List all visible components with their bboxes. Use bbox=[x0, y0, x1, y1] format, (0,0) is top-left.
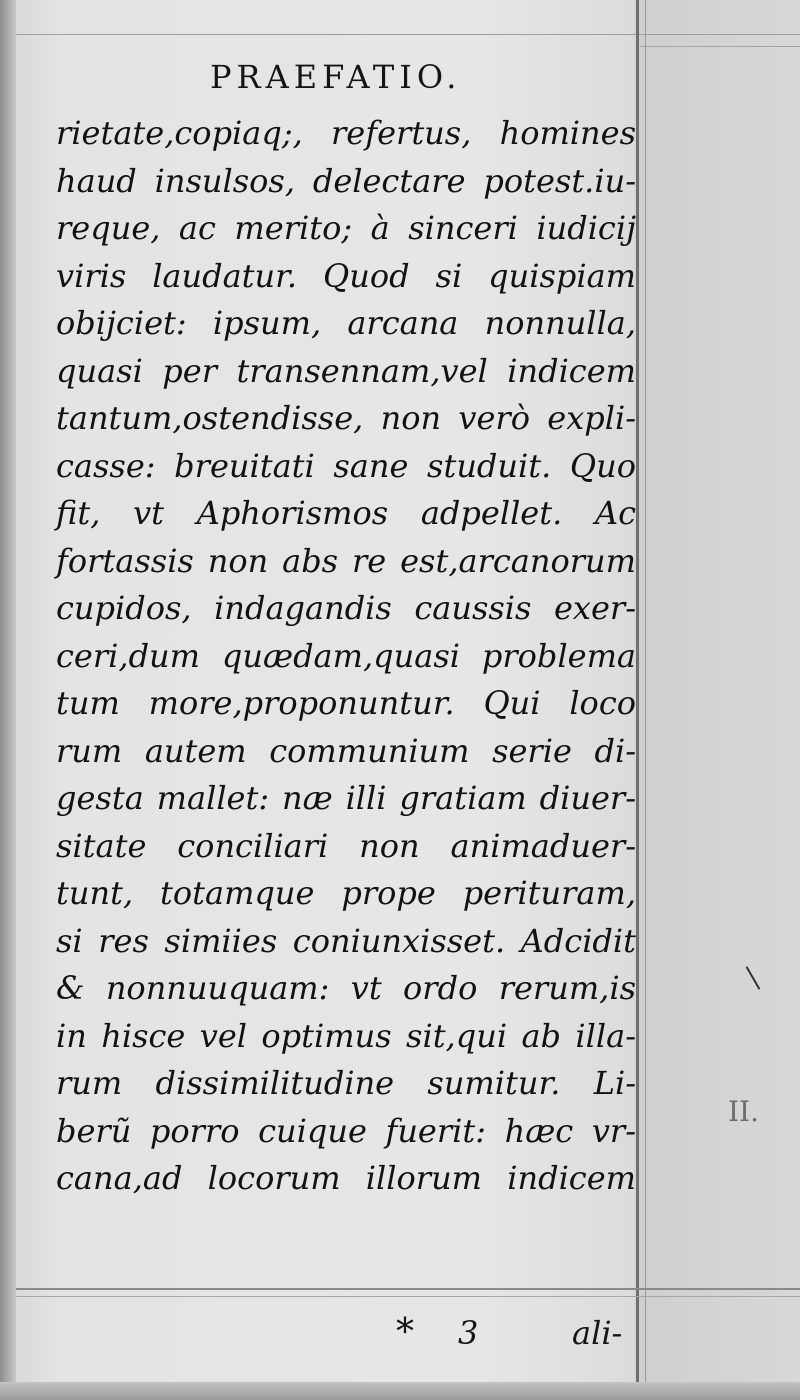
text-line: haud insulsos, delectare potest.iu- bbox=[56, 161, 636, 200]
text-line: rum dissimilitudine sumitur. Li- bbox=[56, 1064, 636, 1102]
text-line: quasi per transennam,vel indicem bbox=[56, 351, 636, 390]
text-line: si res simiies coniunxisset. Adcidit bbox=[56, 921, 636, 960]
facing-page-crease-line bbox=[640, 46, 800, 47]
text-line: rum autem communium serie di- bbox=[56, 731, 636, 770]
text-line: cana,ad locorum illorum indicem bbox=[56, 1159, 636, 1197]
text-line: tum more,proponuntur. Qui loco bbox=[56, 684, 636, 722]
running-head: PRAEFATIO. bbox=[210, 58, 462, 96]
catchword: ali- bbox=[572, 1314, 623, 1352]
text-line: sitate conciliari non animaduer- bbox=[56, 826, 636, 865]
text-line: rietate,copiaq;, refertus, homines bbox=[56, 114, 636, 152]
text-line: obijciet: ipsum, arcana nonnulla, bbox=[56, 304, 636, 342]
facing-page-margin-mark: II. bbox=[728, 1095, 760, 1128]
text-line: cupidos, indagandis caussis exer- bbox=[56, 589, 636, 627]
text-line: & nonnuuquam: vt ordo rerum,is bbox=[56, 969, 636, 1007]
text-line: ceri,dum quædam,quasi problema bbox=[56, 636, 636, 675]
text-line: in hisce vel optimus sit,qui ab illa- bbox=[56, 1016, 636, 1055]
text-line: tunt, totamque prope perituram, bbox=[56, 874, 636, 912]
text-line: reque, ac merito; à sinceri iudicij bbox=[56, 209, 636, 247]
text-line: fit, vt Aphorismos adpellet. Ac bbox=[56, 494, 636, 532]
text-line: tantum,ostendisse, non verò expli- bbox=[56, 399, 636, 437]
text-line: gesta mallet: næ illi gratiam diuer- bbox=[56, 779, 636, 817]
stray-ink-mark bbox=[746, 966, 761, 990]
page-gutter-line bbox=[636, 0, 639, 1400]
text-line: fortassis non abs re est,arcanorum bbox=[56, 541, 636, 580]
bottom-crease-shadow bbox=[16, 1296, 800, 1297]
text-line: viris laudatur. Quod si quispiam bbox=[56, 256, 636, 295]
page-footer bbox=[0, 1312, 800, 1362]
text-line: casse: breuitati sane studuit. Quo bbox=[56, 446, 636, 485]
page-bottom-edge bbox=[0, 1382, 800, 1400]
body-text bbox=[56, 110, 636, 1203]
bottom-crease-line bbox=[16, 1288, 800, 1290]
page-gutter-shadow bbox=[645, 0, 646, 1400]
signature-number: 3 bbox=[458, 1314, 479, 1352]
text-line: berũ porro cuique fuerit: hæc vr- bbox=[56, 1111, 636, 1150]
top-crease-line bbox=[16, 34, 800, 35]
page-left-edge bbox=[0, 0, 16, 1400]
signature-mark: * bbox=[396, 1312, 414, 1353]
